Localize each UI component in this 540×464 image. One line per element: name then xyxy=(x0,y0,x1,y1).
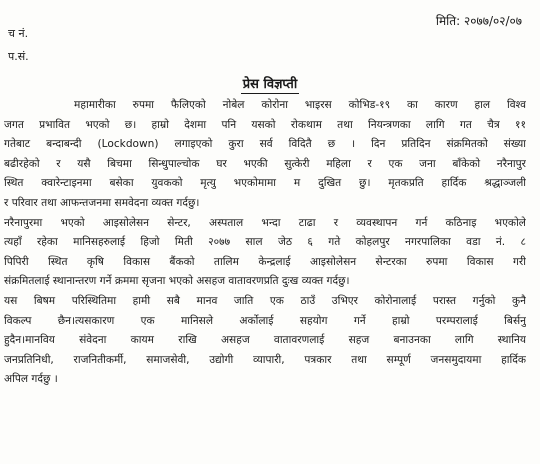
body-line: नरैनापुरमा भएको आइसोलेसन सेन्टर, अस्पताल भन्दा टाढा र व्यवस्थापन गर्न कठिनाइ भएकोले xyxy=(4,216,526,229)
document-date: मिति: २०७७/०२/०७ xyxy=(435,14,522,28)
document-title-text: प्रेस विज्ञप्ती xyxy=(242,77,298,92)
body-line: र परिवार तथा आफन्तजनमा समवेदना व्यक्त गर्दछु। xyxy=(4,196,200,209)
letter-number-label: च नं. xyxy=(8,27,29,40)
body-line: संक्रमितलाई स्थानान्तरण गर्ने क्रममा सृजना भएको असहज वातावरणप्रति दुःख व्यक्त गर्दछु। xyxy=(4,275,350,288)
body-line: जगत प्रभावित भएको छ। हाम्रो देशमा पनि यसको रोकथाम तथा नियन्त्रणका लागि गत चैत्र ११ xyxy=(4,118,526,131)
body-line: महामारीका रुपमा फैलिएको नोबेल कोरोना भाइरस कोभिड-१९ का कारण हाल विश्व xyxy=(74,99,526,111)
body-line: विकल्प छैन।त्यसकारण एक मानिसले अर्कोलाई सहयोग गर्ने हाम्रो परम्परालाई बिर्सनु xyxy=(4,314,526,327)
body-line: पिपिरी स्थित कृषि विकास बैंकको तालिम केन्द्रलाई आइसोलेसन सेन्टरका रुपमा विकास गरी xyxy=(4,255,526,268)
body-line: हुदैन।मानविय संवेदना कायम राखि असहज वातावरणलाई सहज बनाउनका लागि स्थानिय xyxy=(4,334,526,347)
document-title xyxy=(0,74,540,92)
body-line: यस बिषम परिस्थितिमा हामी सबै मानव जाति एक ठाउँ उभिएर कोरोनालाई परास्त गर्नुको कुनै xyxy=(4,294,526,307)
body-line: जनप्रतिनिधी, राजनितीकर्मी, समाजसेवी, उद्योगी व्यापारी, पत्रकार तथा सम्पूर्ण जनसमुदायमा हार्दिक xyxy=(4,353,526,366)
body-line: स्थित क्वारेन्टाइनमा बसेका युवकको मृत्यु भएकोमामा म दुखित छु। मृतकप्रति हार्दिक श्रद्धाञ्जली xyxy=(4,177,526,190)
document-body xyxy=(4,96,526,390)
body-line: बढीरहेको र यसै बिचमा सिन्धुपाल्चोक घर भएकी सुत्केरी महिला र एक जना बाँकेको नरैनापुर xyxy=(4,157,526,170)
letter-serial-label: प.सं. xyxy=(8,50,29,63)
body-line: अपिल गर्दछु । xyxy=(4,373,58,386)
body-line: त्यहाँ रहेका मानिसहरुलाई हिजो मिती २०७७ साल जेठ ६ गते कोहलपुर नगरपालिका वडा नं. ८ xyxy=(4,236,526,249)
body-line: गतेबाट बन्दाबन्दी (Lockdown) लगाइएको कुरा सर्व विदितै छ । दिन प्रतिदिन संक्रमितको संख्या xyxy=(4,138,526,151)
